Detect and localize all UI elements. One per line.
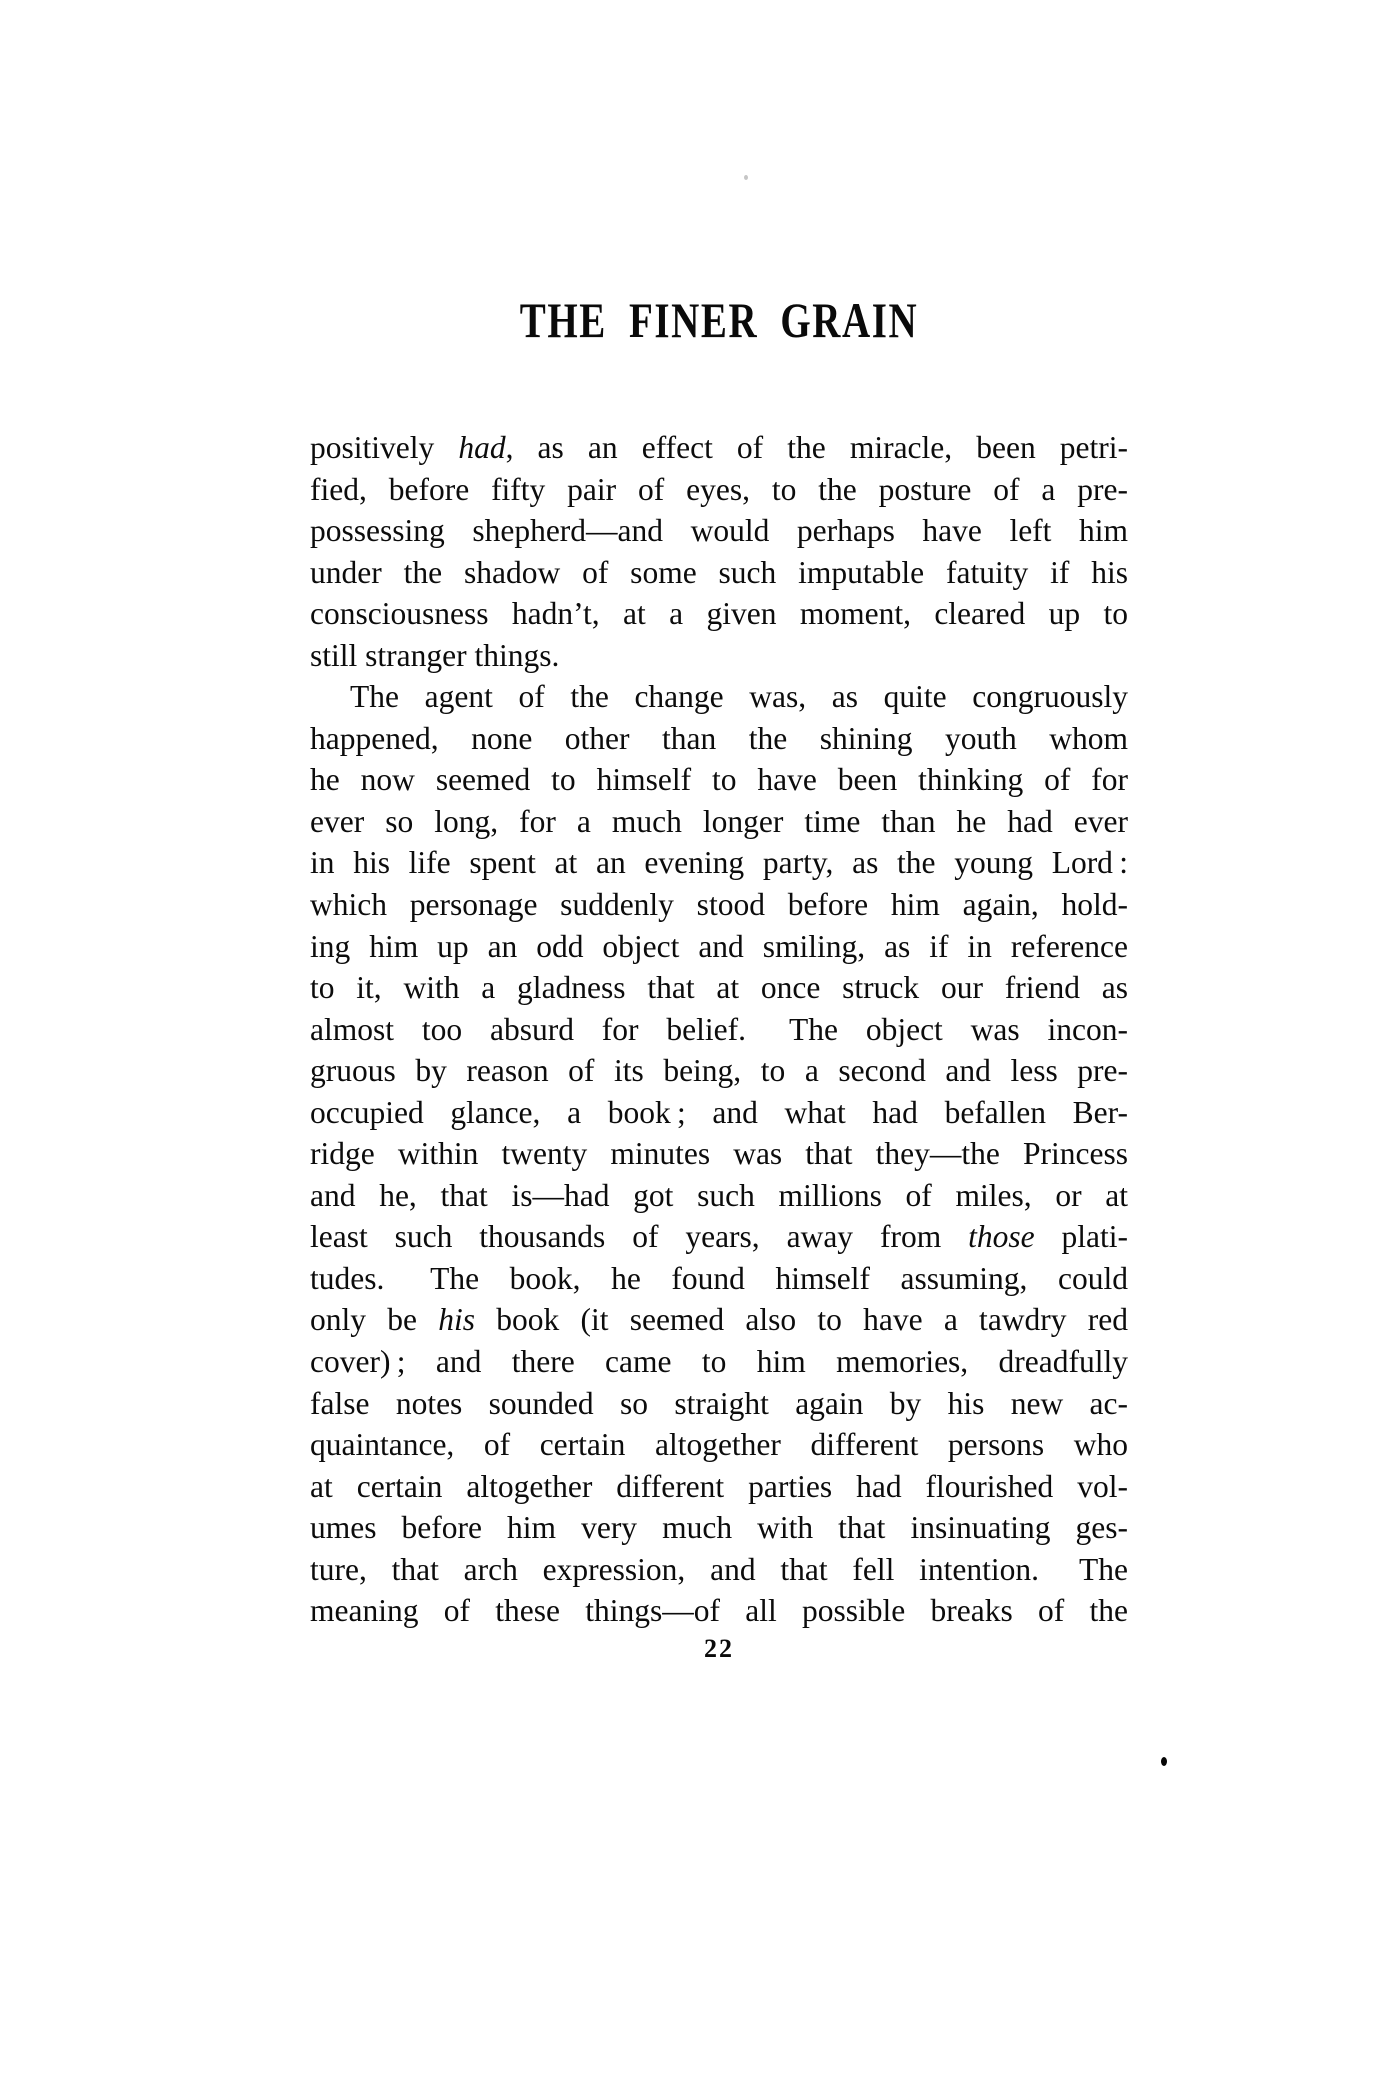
text-line [310, 1299, 1128, 1341]
text-segment: ridge within twenty minutes was that they—the Princess [310, 1136, 1128, 1172]
text-segment: ing him up an odd object and smiling, as if in reference [310, 928, 1128, 964]
text-line [310, 1216, 1128, 1258]
text-segment: consciousness hadn’t, at a given moment, cleared up to [310, 596, 1128, 632]
text-line [310, 926, 1128, 968]
text-line [310, 1009, 1128, 1051]
text-line [310, 842, 1128, 884]
page-title: THE FINER GRAIN [519, 292, 919, 348]
text-line [310, 469, 1128, 511]
text-line [310, 884, 1128, 926]
bottom-ink-speck [1161, 1757, 1167, 1766]
text-segment: which personage suddenly stood before him again, hold- [310, 887, 1128, 923]
body-text [310, 427, 1128, 1632]
text-line [310, 1466, 1128, 1508]
text-segment: to it, with a gladness that at once struck our friend as [310, 970, 1128, 1006]
text-segment: false notes sounded so straight again by his new ac- [310, 1385, 1128, 1421]
text-line [310, 1341, 1128, 1383]
text-segment: only be [310, 1302, 439, 1338]
italic-text: those [968, 1219, 1035, 1255]
text-line [310, 1175, 1128, 1217]
text-segment: least such thousands of years, away from [310, 1219, 969, 1255]
text-segment: plati- [1034, 1219, 1128, 1255]
text-segment: The agent of the change was, as quite congruously [350, 679, 1128, 715]
text-line [310, 635, 1128, 677]
text-segment: quaintance, of certain altogether different persons who [310, 1427, 1128, 1463]
text-segment: positively [310, 430, 459, 465]
text-line [310, 1133, 1128, 1175]
text-segment: tudes. The book, he found himself assuming, could [310, 1260, 1128, 1296]
text-line [310, 1590, 1128, 1632]
text-segment: at certain altogether different parties had flourished vol- [310, 1468, 1128, 1504]
text-segment: ever so long, for a much longer time than he had ever [310, 803, 1128, 839]
text-line [310, 593, 1128, 635]
text-line [310, 967, 1128, 1009]
italic-text: his [438, 1302, 475, 1338]
text-line [310, 718, 1128, 760]
text-line [310, 1549, 1128, 1591]
text-segment: and he, that is—had got such millions of miles, or at [310, 1177, 1128, 1213]
text-segment: under the shadow of some such imputable fatuity if his [310, 554, 1128, 590]
text-line [310, 1383, 1128, 1425]
text-segment: fied, before fifty pair of eyes, to the posture of a pre- [310, 471, 1128, 507]
italic-text: had [458, 430, 506, 465]
text-segment: still stranger things. [310, 637, 560, 673]
page-number: 22 [704, 1634, 734, 1663]
text-line [310, 801, 1128, 843]
text-line [310, 510, 1128, 552]
text-segment: , as an effect of the miracle, been petri- [505, 430, 1128, 465]
text-segment: gruous by reason of its being, to a second and less pre- [310, 1053, 1128, 1089]
text-segment: almost too absurd for belief. The object was incon- [310, 1011, 1128, 1047]
text-segment: book (it seemed also to have a tawdry red [474, 1302, 1128, 1338]
top-ink-speck [744, 175, 748, 180]
text-line [310, 1050, 1128, 1092]
text-segment: possessing shepherd—and would perhaps have left him [310, 513, 1128, 549]
text-segment: occupied glance, a book ; and what had befallen Ber- [310, 1094, 1128, 1130]
text-segment: he now seemed to himself to have been thinking of for [310, 762, 1128, 798]
text-line [310, 427, 1128, 469]
text-segment: meaning of these things—of all possible breaks of the [310, 1593, 1128, 1629]
text-line [310, 1092, 1128, 1134]
text-segment: in his life spent at an evening party, as the young Lord : [310, 845, 1128, 881]
text-segment: cover) ; and there came to him memories, dreadfully [310, 1344, 1128, 1380]
text-segment: ture, that arch expression, and that fell intention. The [310, 1551, 1128, 1587]
text-line [310, 676, 1128, 718]
text-segment: umes before him very much with that insinuating ges- [310, 1510, 1128, 1546]
text-segment: happened, none other than the shining youth whom [310, 720, 1128, 756]
text-line [310, 1424, 1128, 1466]
text-line [310, 1507, 1128, 1549]
text-line [310, 552, 1128, 594]
text-line [310, 1258, 1128, 1300]
text-line [310, 759, 1128, 801]
